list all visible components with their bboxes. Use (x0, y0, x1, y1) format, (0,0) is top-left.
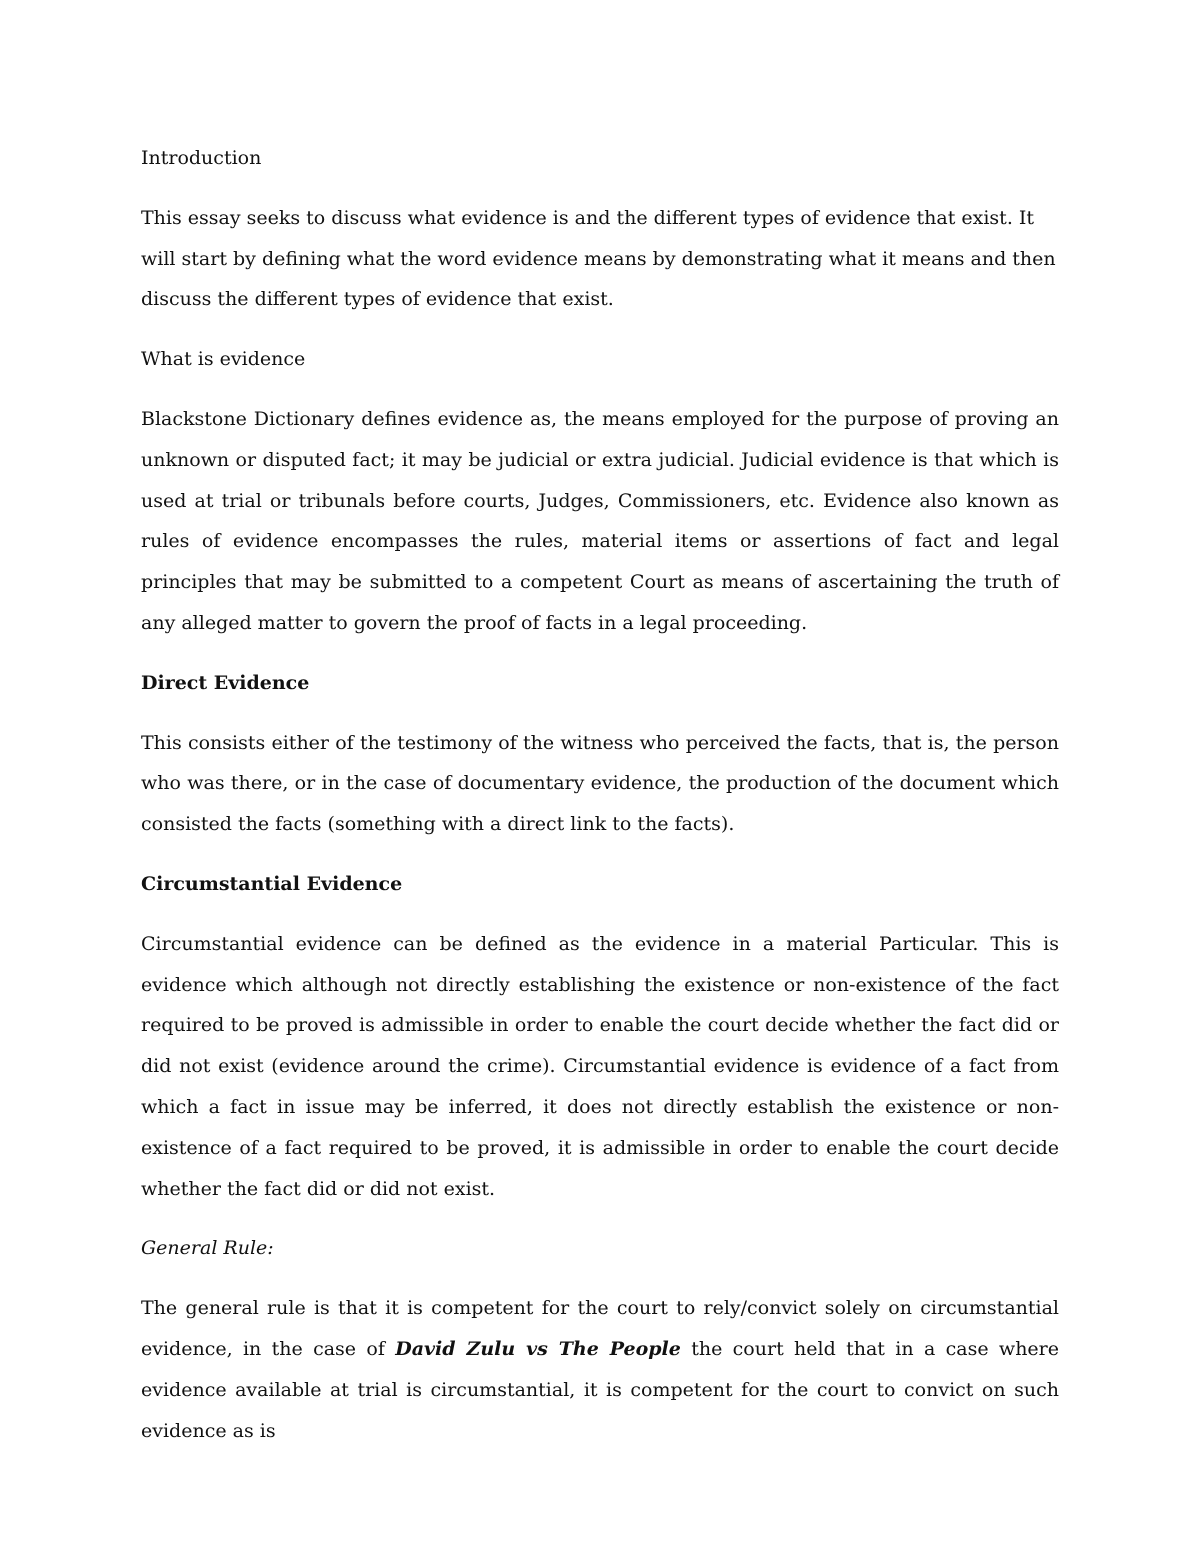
circumstantial-evidence-heading: Circumstantial Evidence (141, 872, 403, 895)
document-page (141, 138, 1059, 1470)
general-rule-heading: General Rule: (141, 1237, 274, 1260)
general-rule-text-start: The general rule is that it is competent for the court to rely/convict solely on circumstantial evidence, in the case of (141, 1297, 1059, 1360)
intro-heading: Introduction (141, 147, 262, 169)
case-name: David Zulu vs The People (395, 1337, 681, 1360)
what-is-evidence-paragraph: Blackstone Dictionary defines evidence as, the means employed for the purpose of proving an unknown or disputed fact; it may be judicial or extra judicial. Judicial evidence is that which is used at trial or tribunals before courts, Judges, Commissioners, etc. Evidence also known as rules of evidence encompasses the rules, material items or assertions of fact and legal principles that may be submitted to a competent Court as means of ascertaining the truth of any alleged matter to govern the proof of facts in a legal proceeding. (141, 407, 1059, 634)
what-is-evidence-heading: What is evidence (141, 348, 306, 371)
circumstantial-evidence-paragraph: Circumstantial evidence can be defined as the evidence in a material Particular. This is evidence which although not directly establishing the existence or non-existence of the fact required to be proved is admissible in order to enable the court decide whether the fact did or did not exist (evidence around the crime). Circumstantial evidence is evidence of a fact from which a fact in issue may be inferred, it does not directly establish the existence or non-existence of a fact required to be proved, it is admissible in order to enable the court decide whether the fact did or did not exist. (141, 932, 1059, 1200)
general-rule-text-end: the court held that in a case where evidence available at trial is circumstantial, it is competent for the court to convict on such evidence as is (141, 1337, 1059, 1442)
general-rule-paragraph (141, 1288, 1059, 1451)
direct-evidence-paragraph: This consists either of the testimony of the witness who perceived the facts, that is, the person who was there, or in the case of documentary evidence, the production of the document which consisted the facts (something with a direct link to the facts). (141, 731, 1059, 836)
direct-evidence-heading: Direct Evidence (141, 671, 310, 694)
intro-paragraph: This essay seeks to discuss what evidence is and the different types of evidence that exist. It will start by defining what the word evidence means by demonstrating what it means and then discuss the different types of evidence that exist. (141, 206, 1056, 311)
